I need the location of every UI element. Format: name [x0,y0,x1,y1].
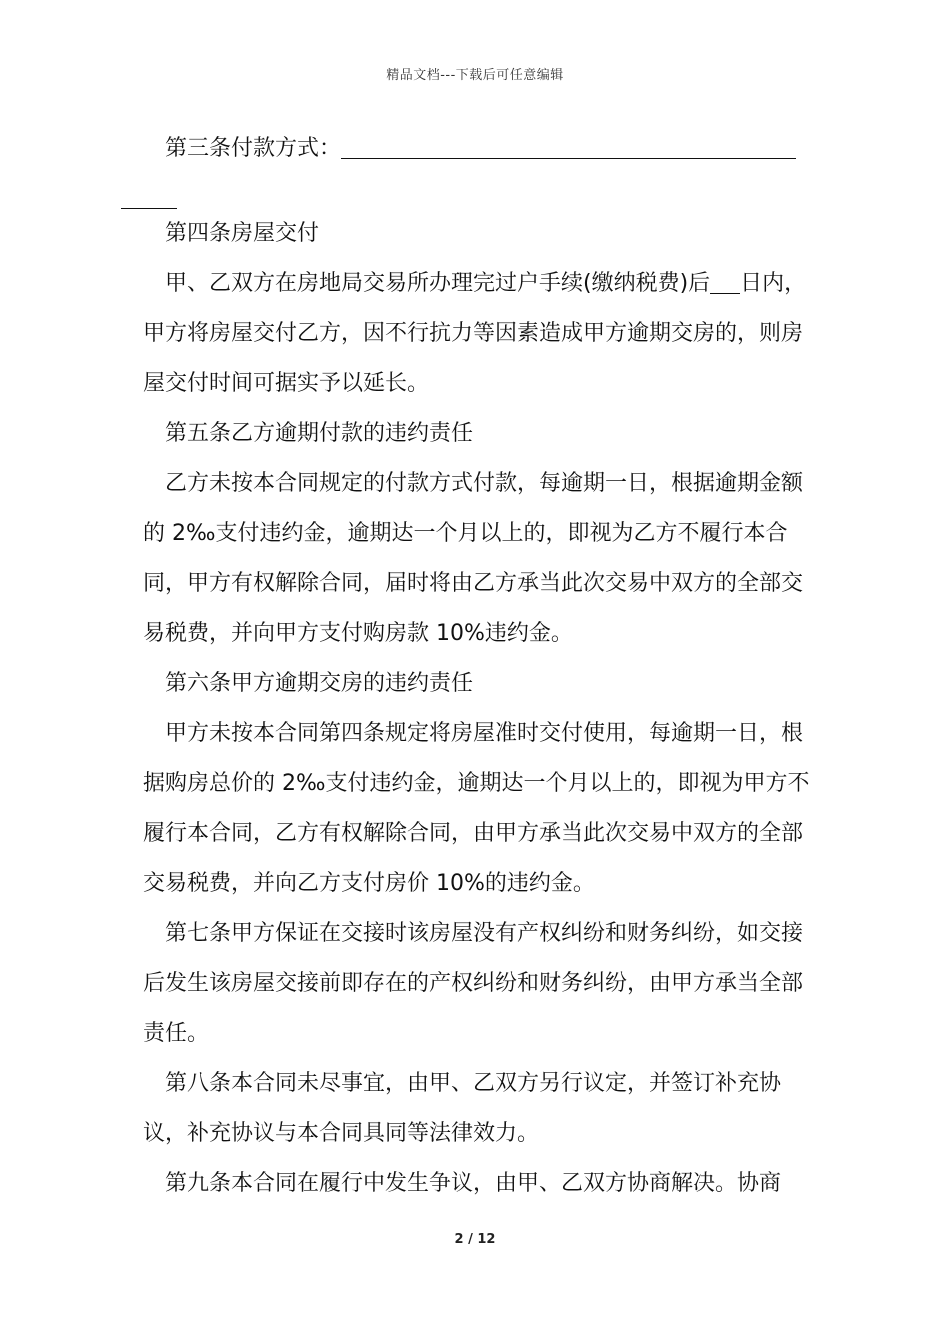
article-8: 第八条本合同未尽事宜，由甲、乙双方另行议定，并签订补充协议，补充协议与本合同具同等法律效力。 [143,1071,782,1146]
page-number: 2 / 12 [454,1232,496,1247]
article-4-body [143,259,813,409]
article-7: 第七条甲方保证在交接时该房屋没有产权纠纷和财务纠纷，如交接后发生该房屋交接前即存在的产权纠纷和财务纠纷，由甲方承当全部责任。 [143,921,804,1046]
page-header: 精品文档---下载后可任意编辑 [386,68,564,83]
article-4-title: 第四条房屋交付 [165,221,320,246]
article-6-title: 第六条甲方逾期交房的违约责任 [165,671,474,696]
article-3-label: 第三条付款方式： [165,136,342,161]
payment-method-blank [341,132,796,159]
article-4-body-part-a: 甲、乙双方在房地局交易所办理完过户手续(缴纳税费)后 [165,271,711,296]
article-5-title: 第五条乙方逾期付款的违约责任 [165,421,474,446]
days-blank [710,269,740,294]
payment-method-blank-continued [121,174,177,209]
article-9: 第九条本合同在履行中发生争议，由甲、乙双方协商解决。协商 [165,1171,782,1196]
article-4-body-part-b: 日内，甲方将房屋交付乙方，因不行抗力等因素造成甲方逾期交房的，则房屋交付时间可据实予以延长。 [143,271,807,396]
article-3 [143,124,813,209]
document-body [143,124,813,1209]
article-6-body: 甲方未按本合同第四条规定将房屋准时交付使用，每逾期一日，根据购房总价的 2‰支付违约金，逾期达一个月以上的，即视为甲方不履行本合同，乙方有权解除合同，由甲方承当此次交易中双方的全部交易税费，并向乙方支付房价 10%的违约金。 [143,721,810,896]
article-5-body: 乙方未按本合同规定的付款方式付款，每逾期一日，根据逾期金额的 2‰支付违约金，逾期达一个月以上的，即视为乙方不履行本合同，甲方有权解除合同，届时将由乙方承当此次交易中双方的全部交易税费，并向甲方支付购房款 10%违约金。 [143,471,804,646]
